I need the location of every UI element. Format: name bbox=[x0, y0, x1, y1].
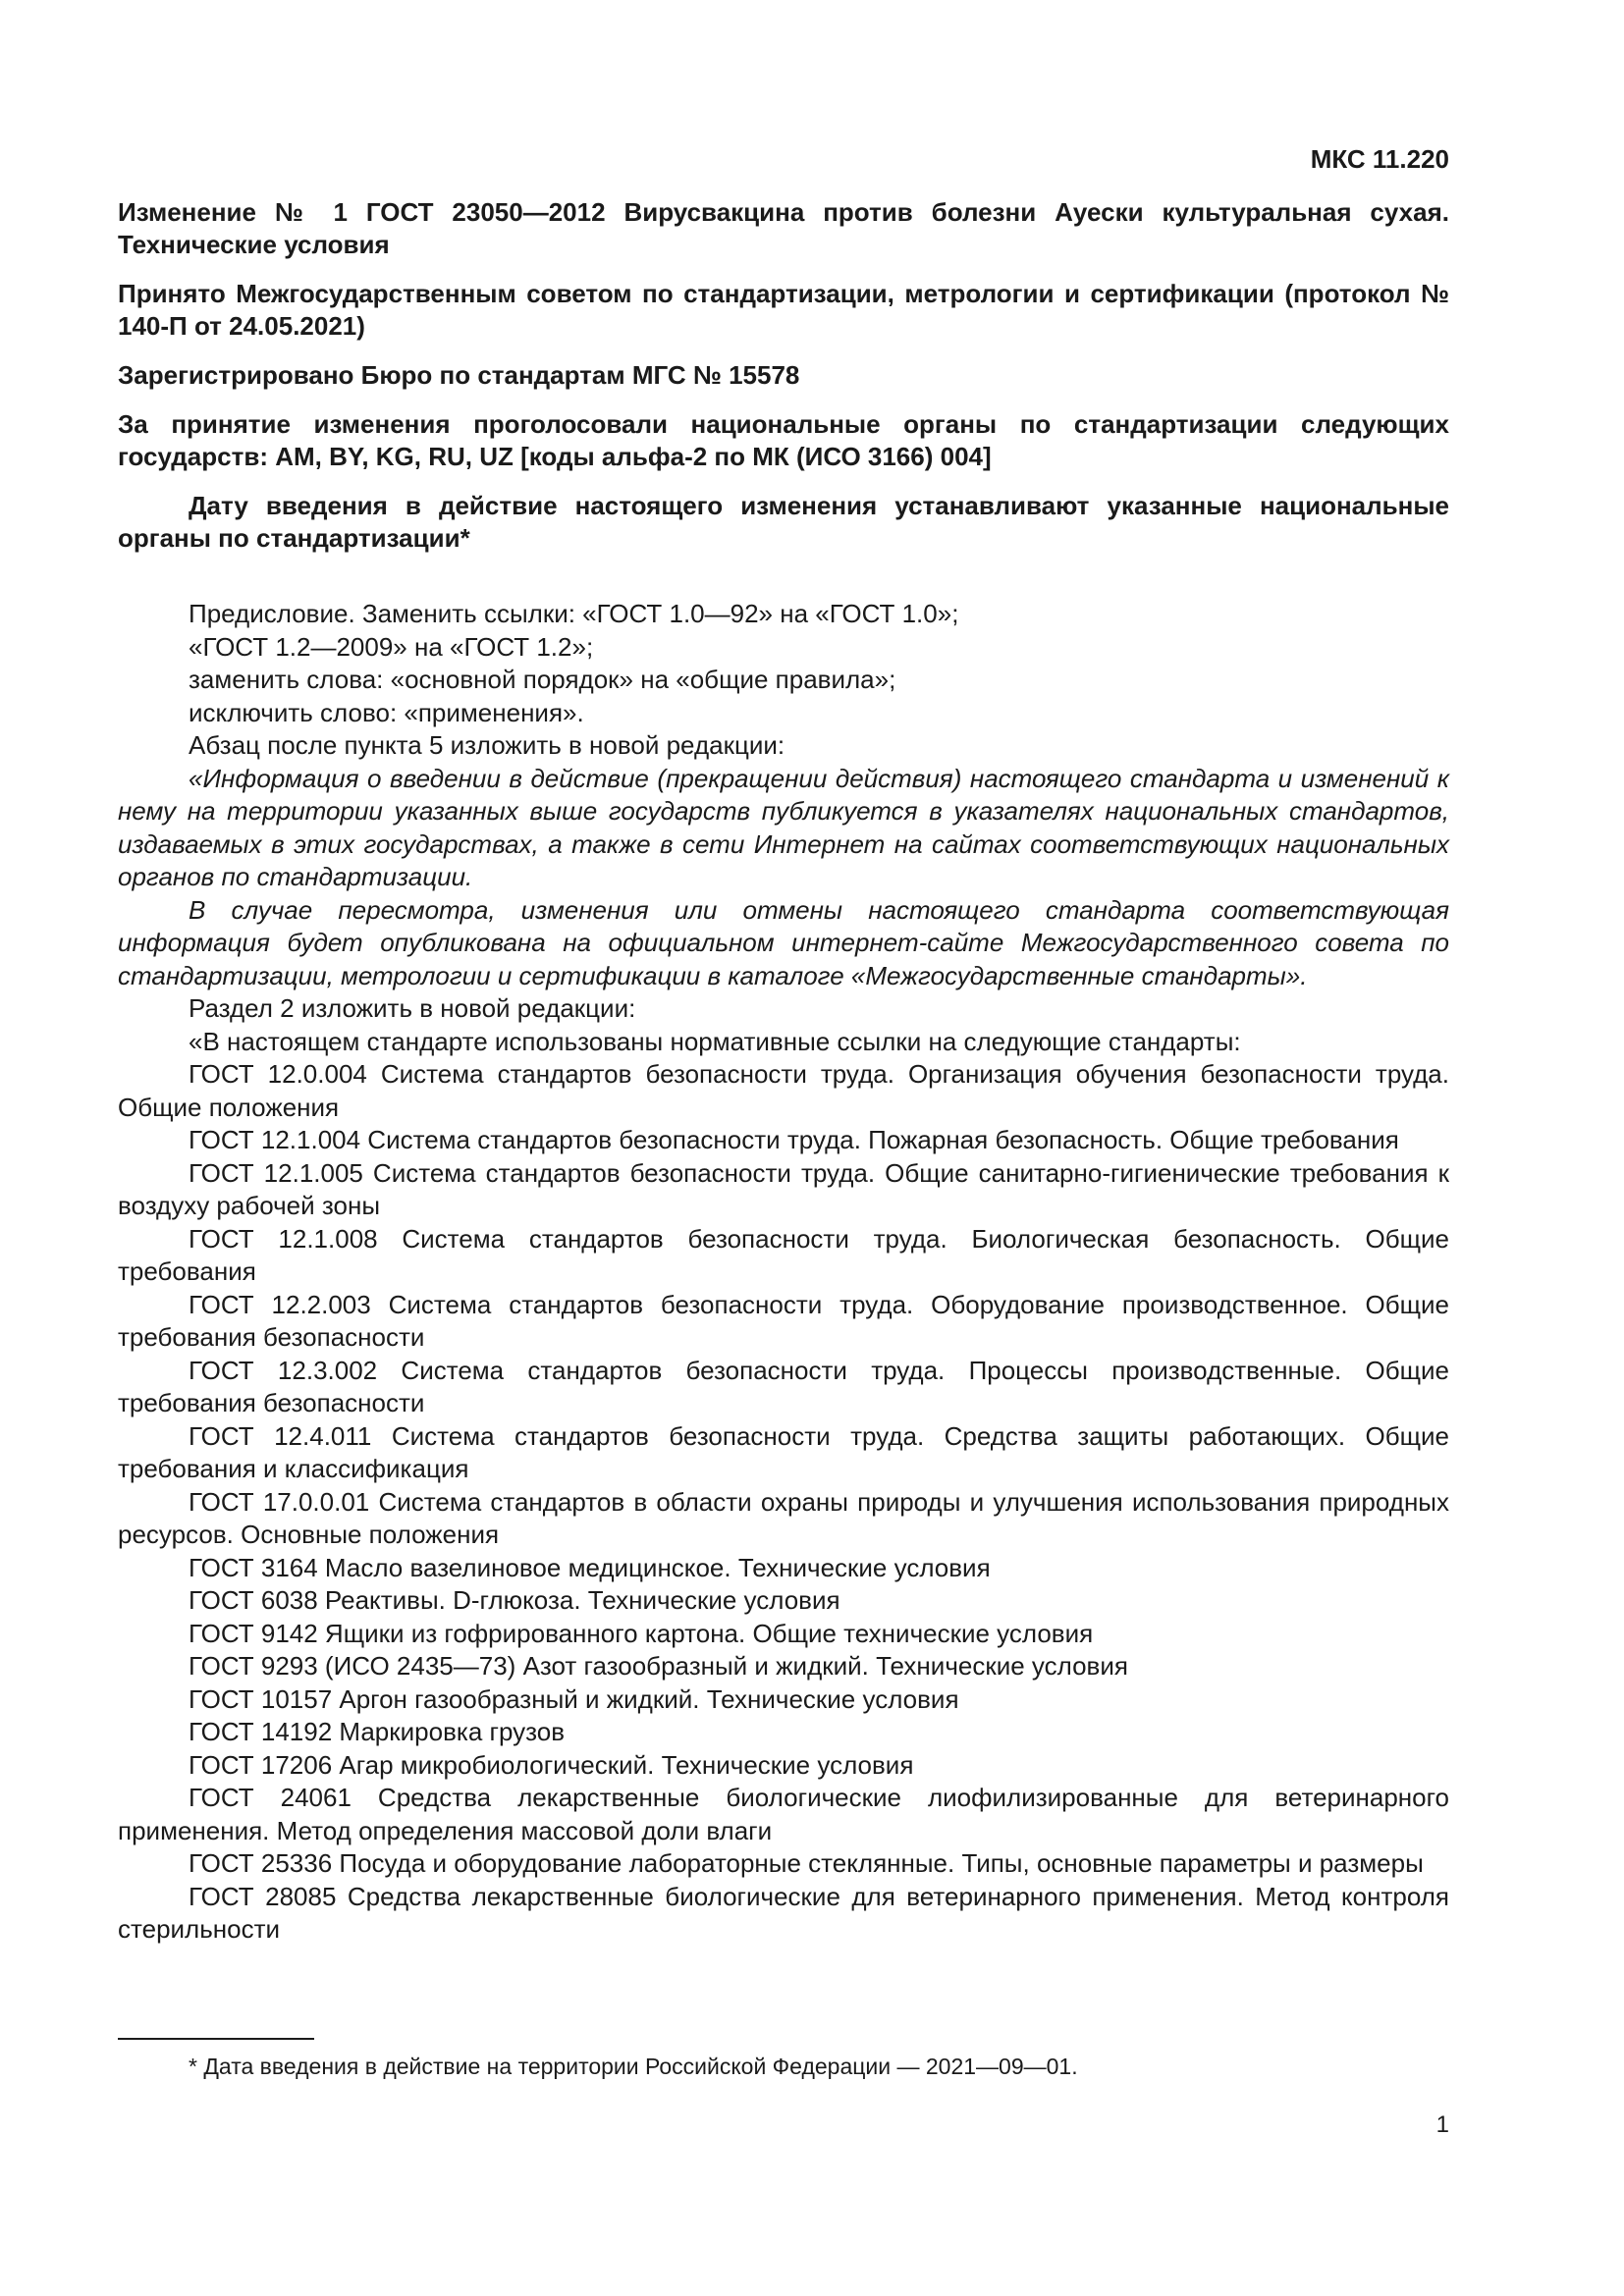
adopted-statement: Принято Межгосударственным советом по стандартизации, метрологии и сертификации (протокол № 140-П от 24.05.2021) bbox=[118, 279, 1449, 341]
footnote: * Дата введения в действие на территории Российской Федерации — 2021—09—01. bbox=[189, 2054, 1078, 2079]
standard-reference: ГОСТ 17.0.0.01 Система стандартов в области охраны природы и улучшения использования природных ресурсов. Основные положения bbox=[118, 1486, 1449, 1549]
body-paragraph: Предисловие. Заменить ссылки: «ГОСТ 1.0—92» на «ГОСТ 1.0»; bbox=[189, 599, 959, 628]
standard-reference: ГОСТ 9142 Ящики из гофрированного картона. Общие технические условия bbox=[189, 1618, 1094, 1648]
standard-reference: ГОСТ 12.4.011 Система стандартов безопасности труда. Средства защиты работающих. Общие требования и классификация bbox=[118, 1420, 1449, 1483]
standard-reference: ГОСТ 28085 Средства лекарственные биологические для ветеринарного применения. Метод контроля стерильности bbox=[118, 1881, 1449, 1944]
document-page bbox=[118, 143, 1449, 1947]
body-paragraph: заменить слова: «основной порядок» на «общие правила»; bbox=[189, 665, 896, 694]
page-number: 1 bbox=[1435, 2111, 1449, 2138]
standard-reference: ГОСТ 12.1.008 Система стандартов безопасности труда. Биологическая безопасность. Общие требования bbox=[118, 1223, 1449, 1286]
registration-statement: Зарегистрировано Бюро по стандартам МГС № 15578 bbox=[118, 360, 800, 390]
amendment-body bbox=[118, 598, 1449, 1947]
body-paragraph: «ГОСТ 1.2—2009» на «ГОСТ 1.2»; bbox=[189, 631, 594, 662]
standard-reference: ГОСТ 24061 Средства лекарственные биологические лиофилизированные для ветеринарного применения. Метод определения массовой доли влаги bbox=[118, 1783, 1449, 1845]
standard-reference: ГОСТ 12.1.004 Система стандартов безопасности труда. Пожарная безопасность. Общие требования bbox=[189, 1125, 1399, 1154]
body-paragraph: Раздел 2 изложить в новой редакции: bbox=[189, 993, 636, 1023]
amendment-title: Изменение № 1 ГОСТ 23050—2012 Вирусвакцина против болезни Ауески культуральная сухая. Технические условия bbox=[118, 197, 1449, 259]
standard-reference: ГОСТ 3164 Масло вазелиновое медицинское. Технические условия bbox=[189, 1552, 991, 1582]
body-paragraph: исключить слово: «применения». bbox=[189, 697, 584, 727]
mks-code: МКС 11.220 bbox=[1310, 144, 1449, 174]
standard-reference: ГОСТ 14192 Маркировка грузов bbox=[189, 1717, 566, 1746]
standard-reference: ГОСТ 12.1.005 Система стандартов безопасности труда. Общие санитарно-гигиенические требования к воздуху рабочей зоны bbox=[118, 1157, 1449, 1220]
standard-reference: ГОСТ 25336 Посуда и оборудование лабораторные стеклянные. Типы, основные параметры и размеры bbox=[189, 1848, 1424, 1878]
body-paragraph: Абзац после пункта 5 изложить в новой редакции: bbox=[189, 730, 785, 760]
standard-reference: ГОСТ 12.3.002 Система стандартов безопасности труда. Процессы производственные. Общие требования безопасности bbox=[118, 1355, 1449, 1417]
body-paragraph: «В настоящем стандарте использованы нормативные ссылки на следующие стандарты: bbox=[189, 1026, 1241, 1056]
voting-statement: За принятие изменения проголосовали национальные органы по стандартизации следующих государств: AM, BY, KG, RU, UZ [коды альфа-2 по МК (ИСО 3166) 004] bbox=[118, 409, 1449, 471]
standard-reference: ГОСТ 12.2.003 Система стандартов безопасности труда. Оборудование производственное. Общие требования безопасности bbox=[118, 1289, 1449, 1352]
effective-date-statement: Дату введения в действие настоящего изменения устанавливают указанные национальные органы по стандартизации* bbox=[118, 491, 1449, 553]
standard-reference: ГОСТ 6038 Реактивы. D-глюкоза. Технические условия bbox=[189, 1585, 840, 1615]
quoted-paragraph: «Информация о введении в действие (прекращении действия) настоящего стандарта и изменений к нему на территории указанных выше государств публикуется в указателях национальных стандартов, издаваемых в этих государствах, а также в сети Интернет на сайтах соответствующих национальных органов по стандартизации. bbox=[118, 763, 1449, 891]
standard-reference: ГОСТ 17206 Агар микробиологический. Технические условия bbox=[189, 1749, 914, 1780]
standard-reference: ГОСТ 12.0.004 Система стандартов безопасности труда. Организация обучения безопасности труда. Общие положения bbox=[118, 1059, 1449, 1122]
standard-reference: ГОСТ 10157 Аргон газообразный и жидкий. Технические условия bbox=[189, 1683, 959, 1714]
quoted-paragraph: В случае пересмотра, изменения или отмены настоящего стандарта соответствующая информация будет опубликована на официальном интернет-сайте Межгосударственного совета по стандартизации, метрологии и сертификации в каталоге «Межгосударственные стандарты». bbox=[118, 894, 1449, 990]
standard-reference: ГОСТ 9293 (ИСО 2435—73) Азот газообразный и жидкий. Технические условия bbox=[189, 1651, 1128, 1681]
footnote-divider bbox=[118, 2038, 314, 2040]
